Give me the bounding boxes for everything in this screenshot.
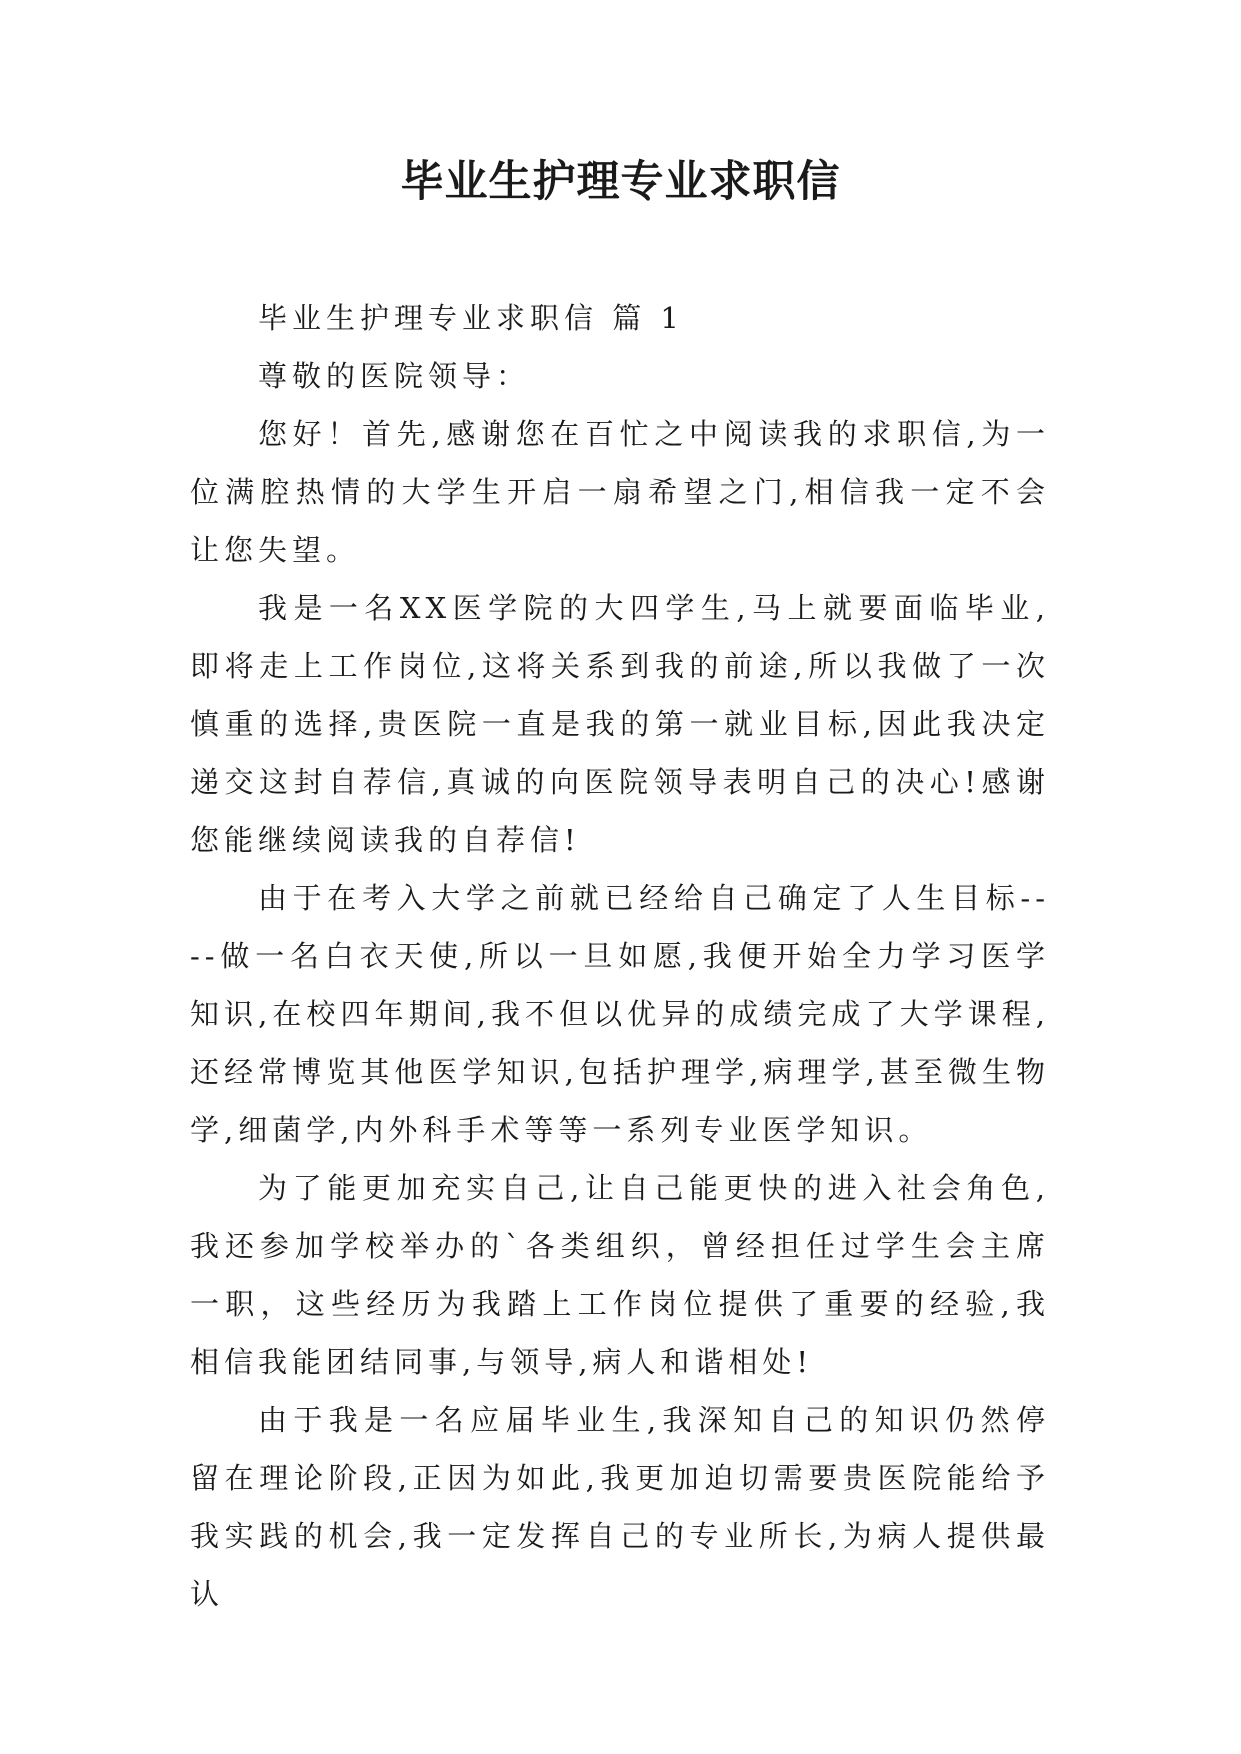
body-paragraph: 为了能更加充实自己,让自己能更快的进入社会角色,我还参加学校举办的`各类组织，曾经担任过学生会主席一职，这些经历为我踏上工作岗位提供了重要的经验,我相信我能团结同事,与领导,病人和谐相处! (190, 1171, 1050, 1379)
body-paragraph: 您好！首先,感谢您在百忙之中阅读我的求职信,为一位满腔热情的大学生开启一扇希望之门,相信我一定不会让您失望。 (190, 417, 1051, 567)
section-heading: 毕业生护理专业求职信 篇 1 (258, 301, 684, 335)
document-title: 毕业生护理专业求职信 (400, 157, 841, 207)
document-body (190, 289, 1050, 1623)
body-paragraph: 我是一名XX医学院的大四学生,马上就要面临毕业,即将走上工作岗位,这将关系到我的前途,所以我做了一次慎重的选择,贵医院一直是我的第一就业目标,因此我决定递交这封自荐信,真诚的向医院领导表明自己的决心!感谢您能继续阅读我的自荐信! (190, 591, 1050, 857)
salutation: 尊敬的医院领导： (258, 359, 531, 393)
body-paragraph: 由于我是一名应届毕业生,我深知自己的知识仍然停留在理论阶段,正因为如此,我更加迫切需要贵医院能给予我实践的机会,我一定发挥自己的专业所长,为病人提供最认 (190, 1403, 1050, 1611)
body-paragraph: 由于在考入大学之前就已经给自己确定了人生目标----做一名白衣天使,所以一旦如愿,我便开始全力学习医学知识,在校四年期间,我不但以优异的成绩完成了大学课程,还经常博览其他医学知识,包括护理学,病理学,甚至微生物学,细菌学,内外科手术等等一系列专业医学知识。 (190, 881, 1050, 1147)
